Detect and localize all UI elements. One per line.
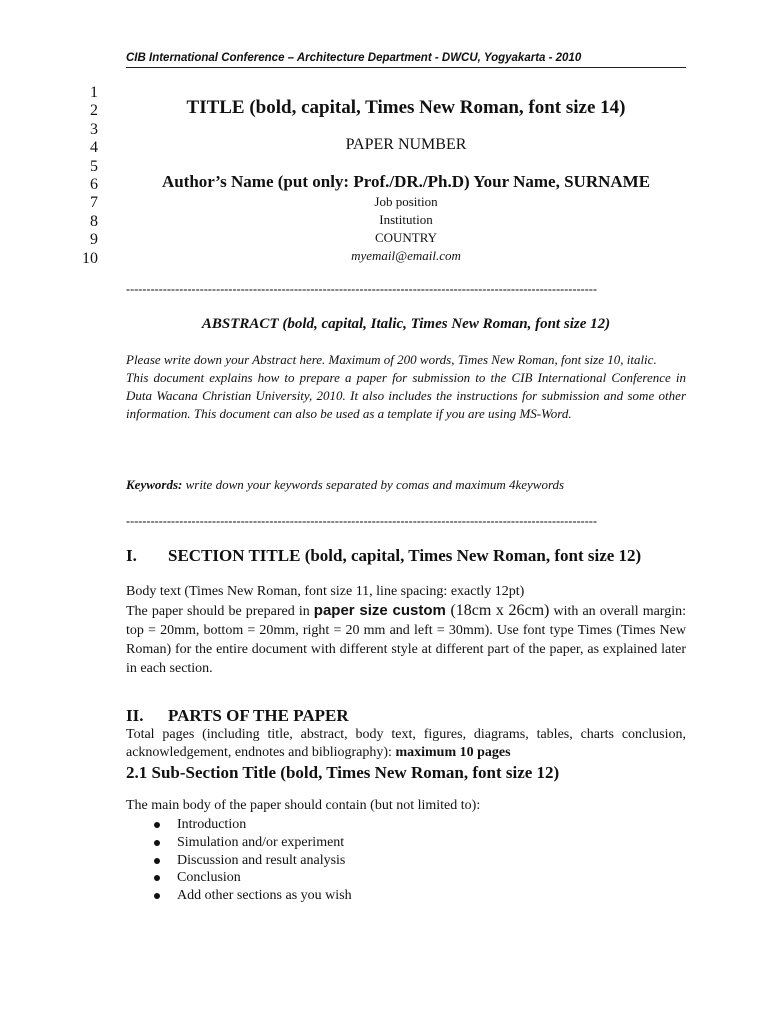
running-header: CIB International Conference – Architecture Department - DWCU, Yogyakarta - 2010 <box>126 52 686 68</box>
section-number: I. <box>126 546 137 565</box>
line-number: 2 <box>90 102 98 120</box>
separator-line: ------------------------------------------------------------------------------------------------------------------- <box>126 514 598 528</box>
section-title: SECTION TITLE (bold, capital, Times New Roman, font size 12) <box>168 546 642 565</box>
body-span: with an overall margin: top = 20mm, bottom = 20mm, right = 20 mm and left = 30mm). Use font type Times (Times New Roman) for the entire document with different style at different part of the paper, as explained later in each section. <box>126 604 686 676</box>
body-line: The main body of the paper should contain (but not limited to): <box>126 798 481 813</box>
section-title: PARTS OF THE PAPER <box>168 706 349 725</box>
body-text <box>126 582 686 678</box>
line-number: 10 <box>82 249 98 267</box>
paper-number: PAPER NUMBER <box>345 136 467 153</box>
section-heading <box>126 706 686 726</box>
affiliation-block <box>126 193 686 265</box>
abstract-paragraph: This document explains how to prepare a paper for submission to the CIB International Conference in Duta Wacana Christian University, 2010. It also includes the instructions for submission and some other information. This document can also be used as a template if you are using MS-Word. <box>126 370 686 421</box>
country: COUNTRY <box>374 230 438 245</box>
bullet-icon <box>154 840 160 846</box>
list-item <box>150 834 352 852</box>
author-email: myemail@email.com <box>351 248 461 263</box>
line-number: 7 <box>90 194 98 212</box>
line-number: 4 <box>90 139 98 157</box>
paper-title: TITLE (bold, capital, Times New Roman, font size 14) <box>186 97 626 118</box>
list-item <box>150 869 352 887</box>
bullet-icon <box>154 822 160 828</box>
job-position: Job position <box>374 194 438 209</box>
section-heading <box>126 546 686 566</box>
list-item-text: Introduction <box>177 817 247 832</box>
list-item <box>150 852 352 870</box>
line-number: 6 <box>90 176 98 194</box>
line-number: 5 <box>90 157 98 175</box>
body-span: The paper should be prepared in <box>126 604 314 619</box>
body-line: Body text (Times New Roman, font size 11, line spacing: exactly 12pt) <box>126 584 525 599</box>
line-number: 1 <box>90 84 98 101</box>
line-number: 8 <box>90 212 98 230</box>
list-item <box>150 887 352 905</box>
list-item-text: Discussion and result analysis <box>177 852 346 868</box>
abstract-title: ABSTRACT (bold, capital, Italic, Times New Roman, font size 12) <box>201 316 611 332</box>
section-number: II. <box>126 706 144 725</box>
body-span: Total pages (including title, abstract, body text, figures, diagrams, tables, charts conclusion, acknowledgement, endnotes and bibliography): <box>126 727 686 760</box>
line-number: 3 <box>90 120 98 138</box>
emphasis-text: paper size custom <box>313 602 446 619</box>
body-paragraph <box>126 601 686 678</box>
line-numbers <box>60 84 98 268</box>
list-item-text: Add other sections as you wish <box>177 888 352 904</box>
separator-line: ------------------------------------------------------------------------------------------------------------------- <box>126 282 598 296</box>
subsection-heading: 2.1 Sub-Section Title (bold, Times New Roman, font size 12) <box>126 763 560 782</box>
list-item <box>150 816 352 834</box>
emphasis-text: maximum 10 pages <box>395 745 511 760</box>
author-name: Author’s Name (put only: Prof./DR./Ph.D) Your Name, SURNAME <box>161 172 651 191</box>
keywords-label: Keywords: <box>126 477 183 492</box>
bullet-list <box>150 816 352 905</box>
line-number: 9 <box>90 231 98 249</box>
bullet-icon <box>154 893 160 899</box>
list-item-text: Simulation and/or experiment <box>177 834 345 850</box>
paper-size-text: (18cm x 26cm) <box>445 602 550 619</box>
bullet-icon <box>154 858 160 864</box>
abstract-paragraph: Please write down your Abstract here. Maximum of 200 words, Times New Roman, font size 10, italic. <box>126 352 657 367</box>
abstract-body <box>126 351 686 423</box>
institution: Institution <box>379 212 433 227</box>
keywords-line <box>126 477 686 493</box>
keywords-text: write down your keywords separated by comas and maximum 4keywords <box>182 477 565 492</box>
list-item-text: Conclusion <box>177 870 241 886</box>
body-paragraph <box>126 726 686 762</box>
bullet-icon <box>154 875 160 881</box>
